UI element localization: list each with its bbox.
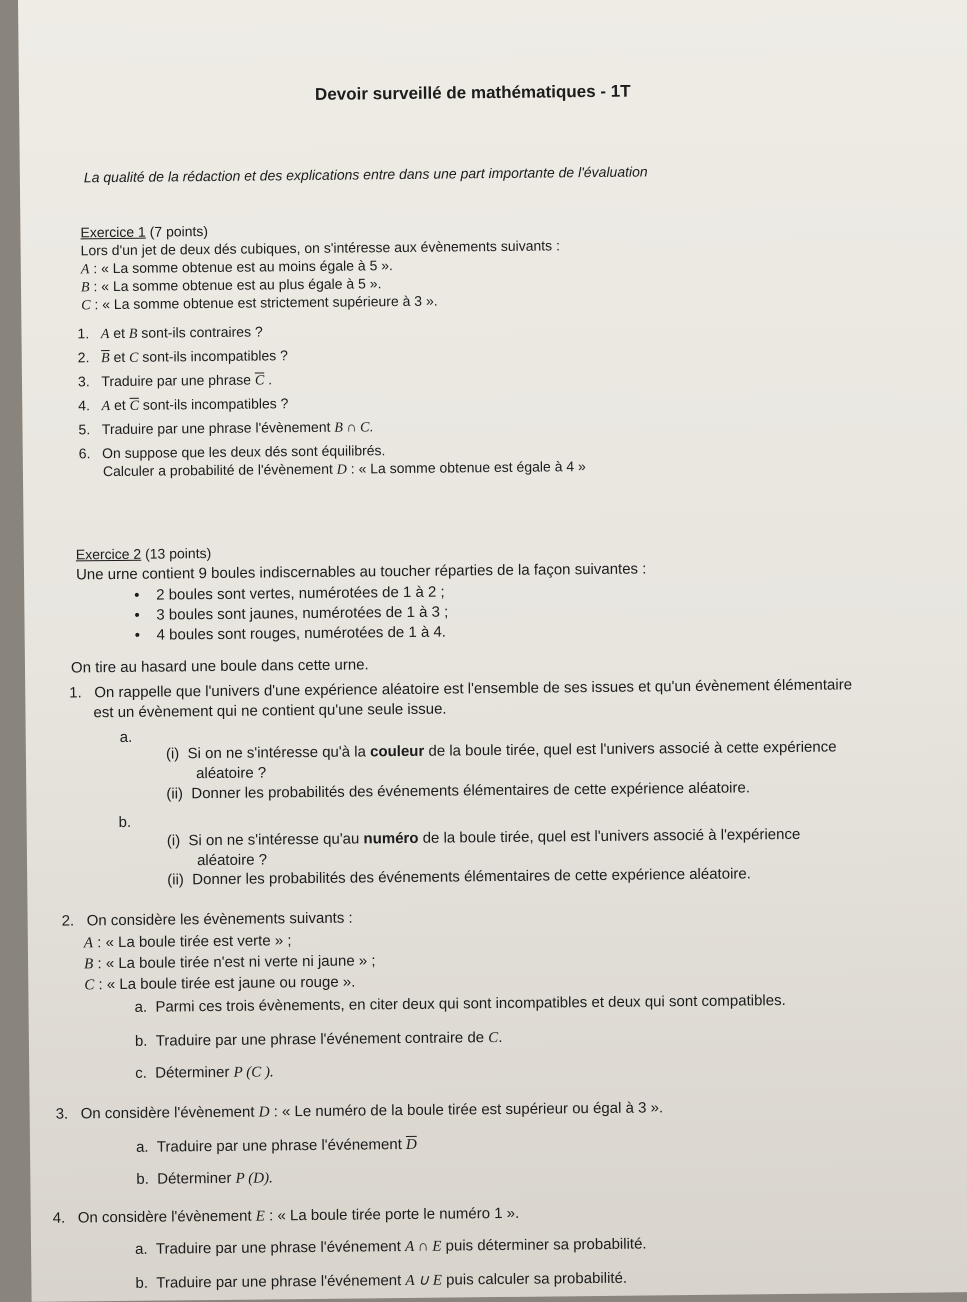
exercise-1-context: Lors d'un jet de deux dés cubiques, on s'intéresse aux évènements suivants : (80, 237, 560, 259)
ex1-question-6: 6. On suppose que les deux dés sont équilibrés. (78, 442, 386, 462)
ex2-q1-b-ii: (ii) Donner les probabilités des événements élémentaires de cette expérience aléatoire. (167, 865, 751, 889)
draw-statement: On tire au hasard une boule dans cette urne. (70, 656, 369, 677)
ex2-event-c: C : « La boule tirée est jaune ou rouge ». (84, 973, 356, 994)
ex2-event-b: B : « La boule tirée n'est ni verte ni jaune » ; (84, 952, 376, 973)
exercise-2-heading: Exercice 2 (13 points) (75, 545, 212, 563)
intro-note: La qualité de la rédaction et des explications entre dans une part importante de l'évaluation (83, 163, 648, 186)
ex2-q1-b-label: b. (118, 813, 132, 831)
ex2-q2-c: c. Déterminer P (C ). (135, 1063, 274, 1082)
ex2-q4-a: a. Traduire par une phrase l'événement A ∩ E puis déterminer sa probabilité. (135, 1235, 647, 1258)
ex2-question-3: 3. On considère l'évènement D : « Le numéro de la boule tirée est supérieur ou égal à 3 ». (55, 1099, 664, 1123)
event-b: B : « La somme obtenue est au plus égale à 5 ». (80, 275, 382, 296)
event-c: C : « La somme obtenue est strictement supérieure à 3 ». (81, 292, 438, 314)
ex2-q1-a-i: (i) Si on ne s'intéresse qu'à la couleur de la boule tirée, quel est l'univers associé à cette expérience (165, 738, 837, 763)
ex2-event-a: A : « La boule tirée est verte » ; (83, 932, 292, 952)
ex1-question-2: 2. $\overline{B}$ et C sont-ils incompatibles ? (77, 347, 288, 367)
ex2-q1-b-i-line2: aléatoire ? (196, 851, 268, 870)
ex2-q1-a-ii: (ii) Donner les probabilités des événements élémentaires de cette expérience aléatoire. (166, 779, 751, 803)
exercise-1-heading: Exercice 1 (7 points) (80, 223, 209, 241)
bullet-yellow: • 3 boules sont jaunes, numérotées de 1 à 3 ; (134, 603, 449, 624)
ex2-q2-b: b. Traduire par une phrase l'événement contraire de C. (134, 1028, 503, 1050)
event-a: A : « La somme obtenue est au moins égale à 5 ». (80, 257, 393, 278)
page-title: Devoir surveillé de mathématiques - 1T (314, 81, 631, 104)
ex2-question-4: 4. On considère l'évènement E : « La boule tirée porte le numéro 1 ». (52, 1204, 520, 1227)
ex2-question-1: 1. On rappelle que l'univers d'une expérience aléatoire est l'ensemble de ses issues et qu'un évènement élémentaire (69, 676, 853, 702)
ex2-q1-a-label: a. (119, 728, 133, 746)
ex2-q1-a-i-line2: aléatoire ? (196, 764, 267, 783)
ex1-question-1: 1. A et B sont-ils contraires ? (77, 323, 263, 343)
ex2-q2-a: a. Parmi ces trois évènements, en citer deux qui sont incompatibles et deux qui sont compatibles. (134, 992, 786, 1016)
bullet-green: • 2 boules sont vertes, numérotées de 1 à 2 ; (134, 583, 445, 604)
ex2-q1-b-i: (i) Si on ne s'intéresse qu'au numéro de la boule tirée, quel est l'univers associé à l'expérience (166, 825, 801, 850)
ex2-q4-b: b. Traduire par une phrase l'événement A ∪ E puis calculer sa probabilité. (135, 1269, 628, 1292)
ex1-question-6-line2: Calculer a probabilité de l'évènement D : « La somme obtenue est égale à 4 » (102, 458, 586, 480)
ex1-question-3: 3. Traduire par une phrase $\overline{C}$ . (77, 371, 273, 390)
exercise-2-context: Une urne contient 9 boules indiscernables au toucher réparties de la façon suivantes : (75, 560, 647, 584)
exam-sheet (18, 0, 967, 1302)
ex1-question-5: 5. Traduire par une phrase l'évènement B ∩ C. (78, 418, 374, 438)
ex2-q3-a: a. Traduire par une phrase l'événement $\overline{D}$ (135, 1136, 417, 1156)
ex2-question-1-line2: est un évènement qui ne contient qu'une seule issue. (93, 700, 447, 722)
ex2-q3-b: b. Déterminer P (D). (136, 1169, 273, 1188)
ex2-question-2: 2. On considère les évènements suivants : (61, 909, 353, 930)
ex1-question-4: 4. A et $\overline{C}$ sont-ils incompatibles ? (78, 395, 289, 415)
bullet-red: • 4 boules sont rouges, numérotées de 1 à 4. (134, 623, 447, 644)
